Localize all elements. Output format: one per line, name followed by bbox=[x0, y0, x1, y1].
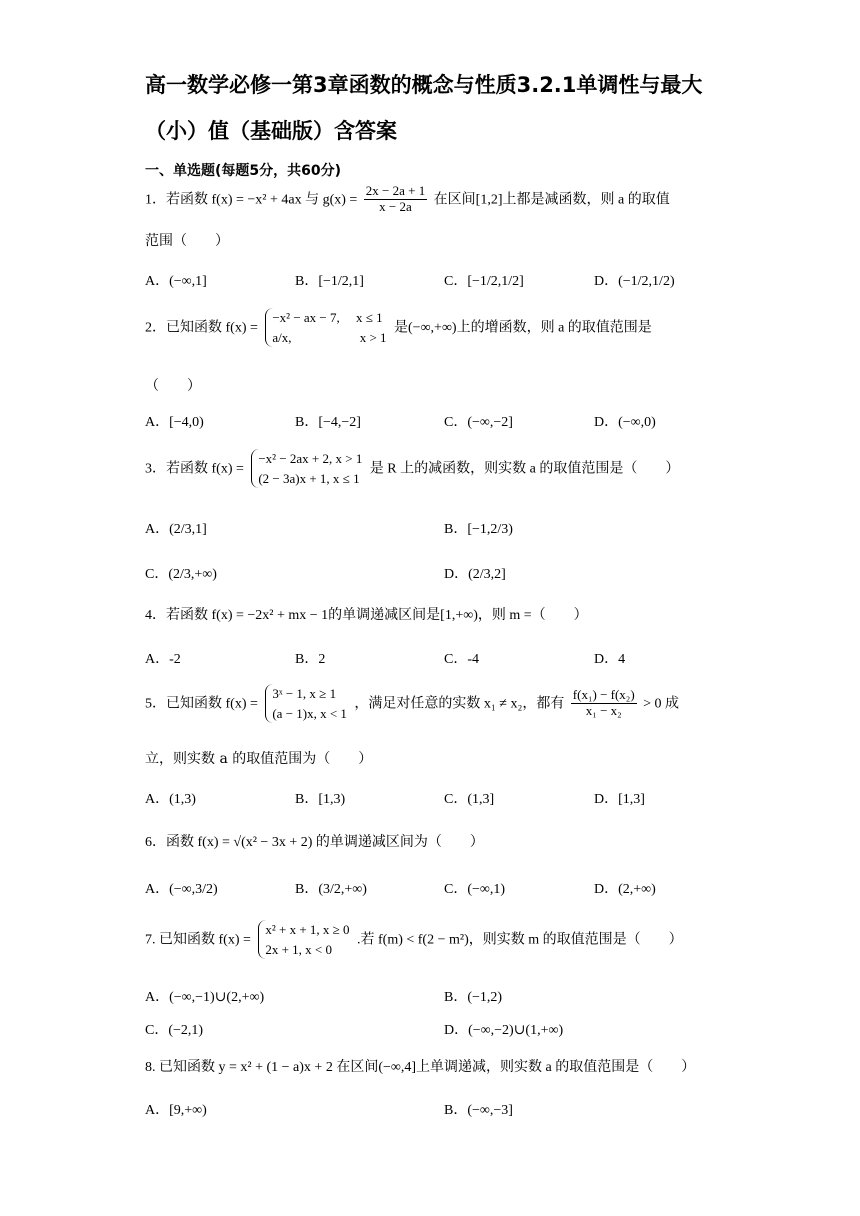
question-8-stem: 8. 已知函数 y = x² + (1 − a)x + 2 在区间(−∞,4]上单调递减，则实数 a 的取值范围是（ ） bbox=[145, 1060, 696, 1075]
question-5-fraction bbox=[571, 688, 637, 719]
question-1-stem bbox=[145, 184, 720, 215]
question-2-stem bbox=[145, 308, 720, 347]
question-7-option-b: B．(−1,2) bbox=[444, 990, 503, 1005]
question-4-stem: 4．若函数 f(x) = −2x² + mx − 1的单调递减区间是[1,+∞)，则 m =（ ） bbox=[145, 608, 588, 623]
question-6-stem: 6．函数 f(x) = √(x² − 3x + 2) 的单调递减区间为（ ） bbox=[145, 835, 484, 850]
question-1-option-c: C．[−1/2,1/2] bbox=[444, 274, 524, 289]
question-4-option-d: D．4 bbox=[594, 652, 626, 667]
question-7-piecewise bbox=[258, 920, 349, 959]
piecewise-case-2: (2 − 3a)x + 1, x ≤ 1 bbox=[258, 470, 360, 486]
question-3-pre: 3．若函数 f(x) = bbox=[145, 461, 244, 477]
question-2-pre: 2．已知函数 f(x) = bbox=[145, 320, 258, 336]
fraction-numerator: 2x − 2a + 1 bbox=[365, 183, 426, 198]
piecewise-case-1: −x² − ax − 7, x ≤ 1 bbox=[272, 310, 383, 325]
piecewise-case-1: 3ˣ − 1, x ≥ 1 bbox=[272, 686, 337, 701]
piecewise-case-1: −x² − 2ax + 2, x > 1 bbox=[258, 451, 363, 466]
question-7-pre: 7. 已知函数 f(x) = bbox=[145, 932, 251, 948]
question-1-pre: 1．若函数 f(x) = −x² + 4ax 与 g(x) = bbox=[145, 192, 358, 208]
question-8-option-b: B．(−∞,−3] bbox=[444, 1103, 513, 1118]
question-2-option-c: C．(−∞,−2] bbox=[444, 415, 513, 430]
question-5-piecewise bbox=[265, 684, 347, 723]
question-7-option-c: C．(−2,1) bbox=[145, 1023, 204, 1038]
piecewise-case-2: a/x, x > 1 bbox=[272, 329, 387, 345]
question-4-option-c: C．-4 bbox=[444, 652, 479, 667]
question-4-option-b: B．2 bbox=[295, 652, 326, 667]
question-3-option-c: C．(2/3,+∞) bbox=[145, 567, 217, 582]
fraction-denominator: x − 2a bbox=[379, 198, 412, 214]
question-1-option-a: A．(−∞,1] bbox=[145, 274, 207, 289]
question-5-option-a: A．(1,3) bbox=[145, 792, 196, 807]
question-7-stem bbox=[145, 920, 720, 959]
piecewise-case-2: (a − 1)x, x < 1 bbox=[272, 705, 347, 721]
question-7-option-a: A．(−∞,−1)∪(2,+∞) bbox=[145, 990, 265, 1005]
question-3-stem bbox=[145, 449, 720, 488]
question-8-option-a: A．[9,+∞) bbox=[145, 1103, 207, 1118]
piecewise-case-1: x² + x + 1, x ≥ 0 bbox=[265, 922, 350, 937]
question-1-fraction bbox=[364, 184, 427, 215]
question-1-line-2: 范围（ ） bbox=[145, 233, 229, 249]
document-title-line-1: 高一数学必修一第3章函数的概念与性质3.2.1单调性与最大 bbox=[145, 73, 703, 97]
question-5-stem bbox=[145, 684, 720, 723]
question-2-post: 是(−∞,+∞)上的增函数，则 a 的取值范围是 bbox=[394, 320, 652, 336]
question-3-piecewise bbox=[251, 449, 362, 488]
question-5-option-c: C．(1,3] bbox=[444, 792, 495, 807]
question-2-piecewise bbox=[265, 308, 386, 347]
question-3-option-d: D．(2/3,2] bbox=[444, 567, 506, 582]
question-3-post: 是 R 上的减函数，则实数 a 的取值范围是（ ） bbox=[369, 461, 680, 477]
piecewise-case-2: 2x + 1, x < 0 bbox=[265, 941, 333, 957]
question-7-option-d: D．(−∞,−2)∪(1,+∞) bbox=[444, 1023, 564, 1038]
question-1-post: 在区间[1,2]上都是减函数，则 a 的取值 bbox=[433, 192, 670, 208]
question-7-post: .若 f(m) < f(2 − m²)，则实数 m 的取值范围是（ ） bbox=[357, 932, 683, 948]
question-1-option-b: B．[−1/2,1] bbox=[295, 274, 364, 289]
question-6-option-b: B．(3/2,+∞) bbox=[295, 882, 367, 897]
question-5-mid: ，满足对任意的实数 x₁ ≠ x₂，都有 bbox=[354, 696, 565, 712]
question-5-pre: 5．已知函数 f(x) = bbox=[145, 696, 258, 712]
question-5-option-d: D．[1,3] bbox=[594, 792, 645, 807]
question-2-option-b: B．[−4,−2] bbox=[295, 415, 361, 430]
question-5-line-2: 立，则实数 a 的取值范围为（ ） bbox=[145, 751, 373, 767]
question-3-option-b: B．[−1,2/3) bbox=[444, 522, 513, 537]
question-4-option-a: A．-2 bbox=[145, 652, 181, 667]
fraction-denominator: x₁ − x₂ bbox=[585, 703, 622, 718]
question-2-line-2: （ ） bbox=[145, 378, 201, 394]
question-6-option-d: D．(2,+∞) bbox=[594, 882, 656, 897]
section-heading: 一、单选题(每题5分，共60分) bbox=[145, 163, 342, 179]
fraction-numerator: f(x₁) − f(x₂) bbox=[572, 687, 635, 703]
question-6-option-a: A．(−∞,3/2) bbox=[145, 882, 218, 897]
question-2-option-a: A．[−4,0) bbox=[145, 415, 204, 430]
question-2-option-d: D．(−∞,0) bbox=[594, 415, 656, 430]
question-6-option-c: C．(−∞,1) bbox=[444, 882, 506, 897]
question-1-option-d: D．(−1/2,1/2) bbox=[594, 274, 675, 289]
question-5-post: > 0 成 bbox=[643, 696, 680, 712]
question-5-option-b: B．[1,3) bbox=[295, 792, 346, 807]
question-3-option-a: A．(2/3,1] bbox=[145, 522, 207, 537]
document-title-line-2: （小）值（基础版）含答案 bbox=[145, 119, 397, 143]
